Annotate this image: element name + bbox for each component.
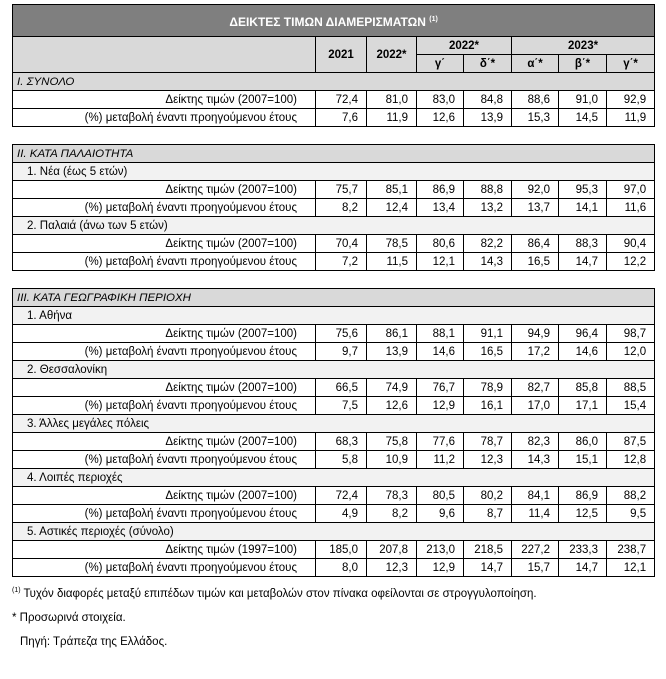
cell: 12,6: [367, 397, 417, 415]
header-q2-2023: β΄*: [559, 55, 607, 73]
cell: 12,1: [607, 559, 655, 577]
section-title: ΙΙΙ. ΚΑΤΑ ΓΕΩΓΡΑΦΙΚΗ ΠΕΡΙΟΧΗ: [13, 289, 655, 307]
subgroup-label: 3. Άλλες μεγάλες πόλεις: [13, 415, 655, 433]
header-2021: 2021: [316, 37, 367, 73]
cell: 16,5: [464, 343, 512, 361]
cell: 78,9: [464, 379, 512, 397]
cell: 76,7: [417, 379, 464, 397]
cell: 87,5: [607, 433, 655, 451]
header-label-cell: [13, 37, 316, 73]
cell: 12,9: [417, 397, 464, 415]
cell: 12,8: [607, 451, 655, 469]
cell: 14,3: [464, 253, 512, 271]
cell: 12,4: [367, 199, 417, 217]
cell: 78,7: [464, 433, 512, 451]
cell: 14,7: [559, 253, 607, 271]
cell: 88,8: [464, 181, 512, 199]
cell: 9,7: [316, 343, 367, 361]
cell: 12,3: [367, 559, 417, 577]
table-row: [13, 379, 655, 397]
cell: 4,9: [316, 505, 367, 523]
cell: 78,3: [367, 487, 417, 505]
cell: 91,0: [559, 91, 607, 109]
cell: 12,3: [464, 451, 512, 469]
footnotes: [12, 587, 654, 648]
row-label: (%) μεταβολή έναντι προηγούμενου έτους: [13, 505, 316, 523]
row-label: Δείκτης τιμών (1997=100): [13, 541, 316, 559]
subgroup-label: 2. Θεσσαλονίκη: [13, 361, 655, 379]
cell: 15,4: [607, 397, 655, 415]
cell: 95,3: [559, 181, 607, 199]
cell: 88,3: [559, 235, 607, 253]
cell: 85,1: [367, 181, 417, 199]
cell: 82,7: [512, 379, 559, 397]
table-row: [13, 505, 655, 523]
cell: 13,2: [464, 199, 512, 217]
subgroup-label: 1. Αθήνα: [13, 307, 655, 325]
cell: 74,9: [367, 379, 417, 397]
subgroup-row: [13, 361, 655, 379]
cell: 86,0: [559, 433, 607, 451]
cell: 10,9: [367, 451, 417, 469]
cell: 82,3: [512, 433, 559, 451]
cell: 7,6: [316, 109, 367, 127]
cell: 15,1: [559, 451, 607, 469]
cell: 14,3: [512, 451, 559, 469]
cell: 9,5: [607, 505, 655, 523]
row-label: (%) μεταβολή έναντι προηγούμενου έτους: [13, 343, 316, 361]
cell: 12,2: [607, 253, 655, 271]
cell: 12,1: [417, 253, 464, 271]
table-row: [13, 325, 655, 343]
table-row: [13, 433, 655, 451]
cell: 80,2: [464, 487, 512, 505]
subgroup-row: [13, 523, 655, 541]
subgroup-row: [13, 415, 655, 433]
cell: 8,7: [464, 505, 512, 523]
section-total: [13, 73, 655, 91]
header-q3-2023: γ΄*: [607, 55, 655, 73]
table-row: [13, 559, 655, 577]
cell: 8,2: [316, 199, 367, 217]
cell: 96,4: [559, 325, 607, 343]
subgroup-label: 5. Αστικές περιοχές (σύνολο): [13, 523, 655, 541]
header-group-2022: 2022*: [417, 37, 512, 55]
price-index-table-container: [12, 4, 654, 660]
table-row: [13, 451, 655, 469]
cell: 14,1: [559, 199, 607, 217]
table-row: [13, 541, 655, 559]
cell: 14,6: [417, 343, 464, 361]
cell: 86,1: [367, 325, 417, 343]
cell: 88,6: [512, 91, 559, 109]
cell: 11,9: [607, 109, 655, 127]
cell: 84,8: [464, 91, 512, 109]
cell: 12,5: [559, 505, 607, 523]
row-label: (%) μεταβολή έναντι προηγούμενου έτους: [13, 397, 316, 415]
table-row: [13, 91, 655, 109]
cell: 17,1: [559, 397, 607, 415]
section-region: [13, 289, 655, 307]
row-label: (%) μεταβολή έναντι προηγούμενου έτους: [13, 253, 316, 271]
subgroup-label: 2. Παλαιά (άνω των 5 ετών): [13, 217, 655, 235]
cell: 88,1: [417, 325, 464, 343]
header-q4-2022: δ΄*: [464, 55, 512, 73]
cell: 82,2: [464, 235, 512, 253]
table-row: [13, 343, 655, 361]
row-label: Δείκτης τιμών (2007=100): [13, 181, 316, 199]
cell: 218,5: [464, 541, 512, 559]
footnote-source: Πηγή: Τράπεζα της Ελλάδος.: [20, 635, 168, 648]
cell: 15,3: [512, 109, 559, 127]
cell: 12,0: [607, 343, 655, 361]
table-title: ΔΕΙΚΤΕΣ ΤΙΜΩΝ ΔΙΑΜΕΡΙΣΜΑΤΩΝ $^{(1)}$: [13, 5, 655, 37]
cell: 80,6: [417, 235, 464, 253]
cell: 12,6: [417, 109, 464, 127]
cell: 207,8: [367, 541, 417, 559]
cell: 90,4: [607, 235, 655, 253]
cell: 97,0: [607, 181, 655, 199]
footnote-provisional: * Προσωρινά στοιχεία.: [12, 611, 126, 624]
row-label: (%) μεταβολή έναντι προηγούμενου έτους: [13, 559, 316, 577]
header-q1-2023: α΄*: [512, 55, 559, 73]
table-row: [13, 199, 655, 217]
cell: 66,5: [316, 379, 367, 397]
cell: 86,9: [417, 181, 464, 199]
cell: 68,3: [316, 433, 367, 451]
cell: 15,7: [512, 559, 559, 577]
cell: 238,7: [607, 541, 655, 559]
table-row: [13, 397, 655, 415]
cell: 185,0: [316, 541, 367, 559]
cell: 92,9: [607, 91, 655, 109]
row-label: (%) μεταβολή έναντι προηγούμενου έτους: [13, 109, 316, 127]
cell: 11,9: [367, 109, 417, 127]
table-row: [13, 487, 655, 505]
subgroup-row: [13, 307, 655, 325]
spacer-row: [13, 127, 655, 145]
cell: 85,8: [559, 379, 607, 397]
cell: 227,2: [512, 541, 559, 559]
cell: 84,1: [512, 487, 559, 505]
cell: 213,0: [417, 541, 464, 559]
cell: 72,4: [316, 487, 367, 505]
cell: 9,6: [417, 505, 464, 523]
cell: 8,0: [316, 559, 367, 577]
section-title: Ι. ΣΥΝΟΛΟ: [13, 73, 655, 91]
cell: 14,5: [559, 109, 607, 127]
table-row: [13, 181, 655, 199]
row-label: (%) μεταβολή έναντι προηγούμενου έτους: [13, 451, 316, 469]
cell: 17,0: [512, 397, 559, 415]
price-index-table: [12, 4, 655, 577]
cell: 7,2: [316, 253, 367, 271]
row-label: Δείκτης τιμών (2007=100): [13, 487, 316, 505]
table-row: [13, 253, 655, 271]
cell: 11,4: [512, 505, 559, 523]
header-2022: 2022*: [367, 37, 417, 73]
cell: 81,0: [367, 91, 417, 109]
cell: 70,4: [316, 235, 367, 253]
cell: 233,3: [559, 541, 607, 559]
cell: 16,1: [464, 397, 512, 415]
row-label: Δείκτης τιμών (2007=100): [13, 235, 316, 253]
cell: 92,0: [512, 181, 559, 199]
cell: 80,5: [417, 487, 464, 505]
cell: 77,6: [417, 433, 464, 451]
cell: 94,9: [512, 325, 559, 343]
cell: 14,7: [464, 559, 512, 577]
cell: 86,9: [559, 487, 607, 505]
subgroup-label: 4. Λοιπές περιοχές: [13, 469, 655, 487]
cell: 14,7: [559, 559, 607, 577]
cell: 11,6: [607, 199, 655, 217]
cell: 98,7: [607, 325, 655, 343]
cell: 11,2: [417, 451, 464, 469]
cell: 83,0: [417, 91, 464, 109]
table-row: [13, 109, 655, 127]
subgroup-label: 1. Νέα (έως 5 ετών): [13, 163, 655, 181]
cell: 13,9: [464, 109, 512, 127]
header-group-2023: 2023*: [512, 37, 655, 55]
spacer-row: [13, 271, 655, 289]
cell: 16,5: [512, 253, 559, 271]
cell: 86,4: [512, 235, 559, 253]
cell: 13,4: [417, 199, 464, 217]
cell: 11,5: [367, 253, 417, 271]
cell: 88,2: [607, 487, 655, 505]
subgroup-row: [13, 217, 655, 235]
cell: 91,1: [464, 325, 512, 343]
row-label: Δείκτης τιμών (2007=100): [13, 379, 316, 397]
row-label: Δείκτης τιμών (2007=100): [13, 325, 316, 343]
cell: 78,5: [367, 235, 417, 253]
cell: 12,9: [417, 559, 464, 577]
cell: 5,8: [316, 451, 367, 469]
cell: 75,7: [316, 181, 367, 199]
cell: 7,5: [316, 397, 367, 415]
table-row: [13, 235, 655, 253]
cell: 14,6: [559, 343, 607, 361]
cell: 75,6: [316, 325, 367, 343]
subgroup-row: [13, 469, 655, 487]
cell: 88,5: [607, 379, 655, 397]
cell: 75,8: [367, 433, 417, 451]
cell: 13,7: [512, 199, 559, 217]
cell: 13,9: [367, 343, 417, 361]
row-label: Δείκτης τιμών (2007=100): [13, 91, 316, 109]
cell: 72,4: [316, 91, 367, 109]
cell: 17,2: [512, 343, 559, 361]
footnote-rounding: $^{(1)}$ Τυχόν διαφορές μεταξύ επιπέδων τιμών και μεταβολών στον πίνακα οφείλονται σε στρογγυλοποίηση.: [12, 587, 537, 600]
header-q3-2022: γ΄: [417, 55, 464, 73]
section-title: ΙΙ. ΚΑΤΑ ΠΑΛΑΙΟΤΗΤΑ: [13, 145, 655, 163]
cell: 8,2: [367, 505, 417, 523]
section-age: [13, 145, 655, 163]
row-label: Δείκτης τιμών (2007=100): [13, 433, 316, 451]
subgroup-row: [13, 163, 655, 181]
row-label: (%) μεταβολή έναντι προηγούμενου έτους: [13, 199, 316, 217]
